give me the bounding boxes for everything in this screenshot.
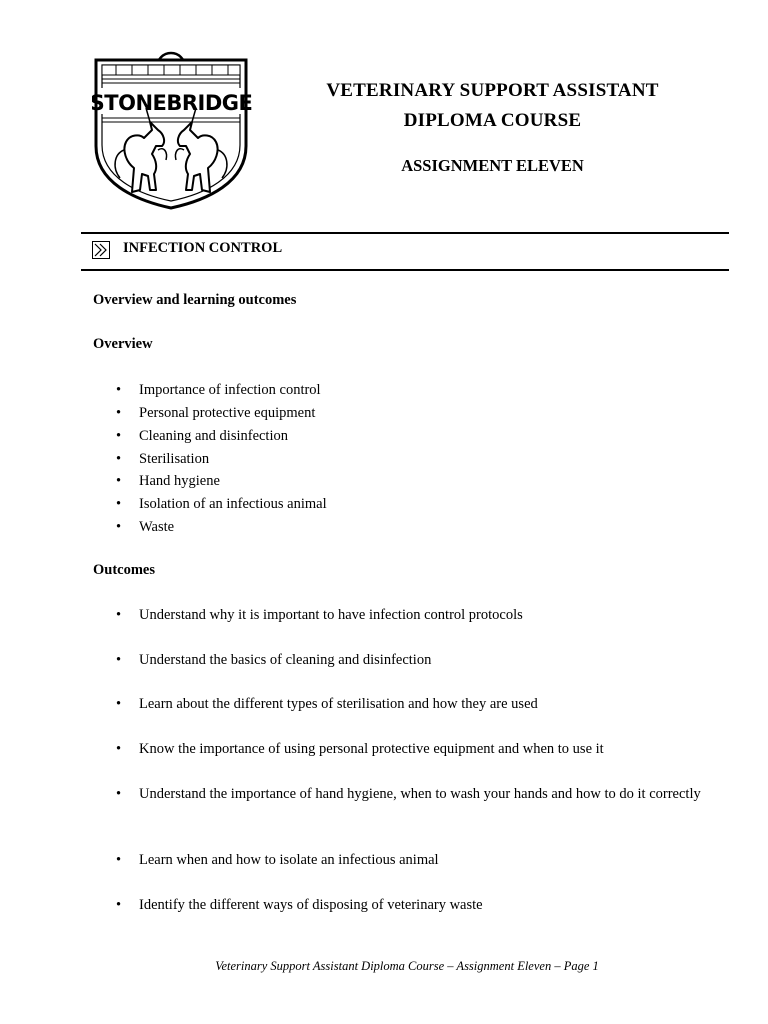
bullet-icon: • (116, 897, 122, 913)
double-chevron-icon (92, 241, 110, 259)
assignment-title: ASSIGNMENT ELEVEN (401, 156, 584, 175)
bullet-icon: • (116, 428, 122, 444)
bullet-icon: • (116, 607, 122, 623)
bullet-icon: • (116, 405, 122, 421)
overview-heading: Overview (93, 336, 153, 352)
bullet-icon: • (116, 852, 122, 868)
section-rule-top (81, 232, 729, 234)
bullet-icon: • (116, 496, 122, 512)
bullet-icon: • (116, 519, 122, 535)
overview-and-outcomes-heading: Overview and learning outcomes (93, 292, 297, 308)
stonebridge-logo (92, 50, 252, 210)
bullet-icon: • (116, 473, 122, 489)
bullet-icon: • (116, 786, 122, 802)
course-title-line2: DIPLOMA COURSE (403, 110, 582, 131)
bullet-icon: • (116, 652, 122, 668)
bullet-icon: • (116, 451, 122, 467)
bullet-icon: • (116, 382, 122, 398)
logo-wordmark: STONEBRIDGE (92, 91, 252, 115)
stonebridge-crest-icon (92, 50, 252, 210)
page-footer: Veterinary Support Assistant Diploma Course – Assignment Eleven – Page 1 (215, 959, 599, 973)
section-rule-bottom (81, 269, 729, 271)
bullet-icon: • (116, 741, 122, 757)
section-title: INFECTION CONTROL (123, 240, 283, 256)
outcomes-heading: Outcomes (93, 562, 156, 578)
course-title-line1: VETERINARY SUPPORT ASSISTANT (326, 80, 659, 101)
bullet-icon: • (116, 696, 122, 712)
